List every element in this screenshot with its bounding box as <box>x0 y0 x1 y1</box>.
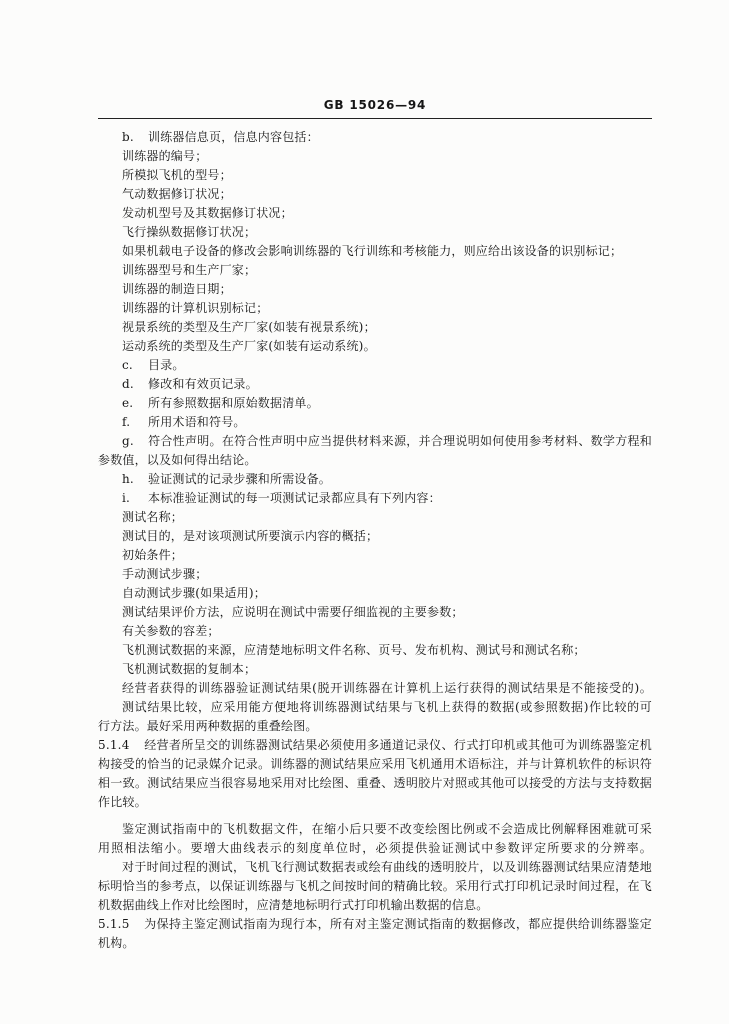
clause-5-1-4-first-line <box>98 736 652 755</box>
test-comparison-line: 行方法。最好采用两种数据的重叠绘图。 <box>98 719 318 733</box>
test-record-entry: 初始条件； <box>122 548 184 562</box>
item-g-continuation: 参数值，以及如何得出结论。 <box>98 453 257 467</box>
info-page-entry: 训练器的制造日期； <box>122 282 232 296</box>
item-d <box>98 375 652 394</box>
clause-text: 经营者所呈交的训练器测试结果必须使用多通道记录仪、行式打印机或其他可为训练器鉴定机 <box>144 738 652 752</box>
item-e <box>98 394 652 413</box>
test-record-entry: 飞机测试数据的来源，应清楚地标明文件名称、页号、发布机构、测试号和测试名称； <box>122 643 586 657</box>
info-page-entry: 所模拟飞机的型号； <box>122 168 232 182</box>
item-text: 所用术语和符号。 <box>148 415 246 429</box>
item-marker: e. <box>122 396 134 410</box>
item-text: 所有参照数据和原始数据清单。 <box>148 396 319 410</box>
item-marker: c. <box>122 358 133 372</box>
test-record-entry: 测试名称； <box>122 510 184 524</box>
info-page-entry: 训练器型号和生产厂家； <box>122 263 257 277</box>
test-record-entry: 有关参数的容差； <box>122 624 220 638</box>
item-b-heading <box>98 128 652 147</box>
document-body <box>98 128 652 953</box>
info-page-entry: 视景系统的类型及生产厂家(如装有视景系统)； <box>122 320 376 334</box>
item-marker: b. <box>122 130 134 144</box>
info-page-entry: 发动机型号及其数据修订状况； <box>122 206 293 220</box>
test-record-entry: 经营者获得的训练器验证测试结果(脱开训练器在计算机上运行获得的测试结果是不能接受的)。 <box>122 681 652 695</box>
clause-5-1-4-paragraph-2-line: 鉴定测试指南中的飞机数据文件，在缩小后只要不改变绘图比例或不会造成比例解释困难就可采 <box>122 822 652 836</box>
test-record-entry: 测试结果评价方法，应说明在测试中需要仔细监视的主要参数； <box>122 605 464 619</box>
test-record-entry: 飞机测试数据的复制本； <box>122 662 257 676</box>
item-marker: d. <box>122 377 134 391</box>
clause-5-1-4-line: 构接受的恰当的记录媒介记录。训练器的测试结果应采用飞机通用术语标注，并与计算机软件的标识符 <box>98 757 652 771</box>
info-page-entry: 如果机载电子设备的修改会影响训练器的飞行训练和考核能力，则应给出该设备的识别标记； <box>122 244 623 258</box>
info-page-entry: 训练器的编号； <box>122 149 208 163</box>
item-marker: g. <box>122 434 134 448</box>
item-marker: i. <box>122 491 131 505</box>
item-text: 目录。 <box>148 358 185 372</box>
info-page-entry: 气动数据修订状况； <box>122 187 232 201</box>
clause-number: 5.1.4 <box>98 738 130 752</box>
clause-5-1-4-paragraph-3-line: 对于时间过程的测试，飞机飞行测试数据表或绘有曲线的透明胶片，以及训练器测试结果应清楚地 <box>122 860 652 874</box>
item-marker: h. <box>122 472 134 486</box>
item-f <box>98 413 652 432</box>
test-comparison-line: 测试结果比较，应采用能方便地将训练器测试结果与飞机上获得的数据(或参照数据)作比较的可 <box>122 700 652 714</box>
clause-5-1-5-line: 机构。 <box>98 936 135 950</box>
item-text: 符合性声明。在符合性声明中应当提供材料来源，并合理说明如何使用参考材料、数学方程和 <box>148 434 652 448</box>
test-record-entry: 手动测试步骤； <box>122 567 208 581</box>
header-rule <box>98 118 652 119</box>
item-marker: f. <box>122 415 131 429</box>
clause-5-1-4-line: 相一致。测试结果应当很容易地采用对比绘图、重叠、透明胶片对照或其他可以接受的方法与支持数据 <box>98 776 652 790</box>
item-text: 本标准验证测试的每一项测试记录都应具有下列内容： <box>148 491 441 505</box>
clause-5-1-4-line: 作比较。 <box>98 795 147 809</box>
test-record-entry: 测试目的，是对该项测试所要演示内容的概括； <box>122 529 379 543</box>
clause-5-1-4-paragraph-3-line: 机数据曲线上作对比绘图时，应清楚地标明行式打印机输出数据的信息。 <box>98 898 489 912</box>
item-h <box>98 470 652 489</box>
item-c <box>98 356 652 375</box>
item-text: 修改和有效页记录。 <box>148 377 258 391</box>
clause-number: 5.1.5 <box>98 917 130 931</box>
item-text: 训练器信息页，信息内容包括： <box>148 130 319 144</box>
info-page-entry: 运动系统的类型及生产厂家(如装有运动系统)。 <box>122 339 376 353</box>
standard-code-header: GB 15026—94 <box>323 98 427 112</box>
item-i-heading <box>98 489 652 508</box>
clause-5-1-4-paragraph-2-line: 用照相法缩小。要增大曲线表示的刻度单位时，必须提供验证测试中参数评定所要求的分辨率。 <box>98 841 652 855</box>
clause-5-1-5-first-line <box>98 915 652 934</box>
test-record-entry: 自动测试步骤(如果适用)； <box>122 586 266 600</box>
item-text: 验证测试的记录步骤和所需设备。 <box>148 472 332 486</box>
info-page-entry: 训练器的计算机识别标记； <box>122 301 269 315</box>
item-g <box>98 432 652 451</box>
clause-text: 为保持主鉴定测试指南为现行本，所有对主鉴定测试指南的数据修改，都应提供给训练器鉴定 <box>144 917 652 931</box>
info-page-entry: 飞行操纵数据修订状况； <box>122 225 257 239</box>
clause-5-1-4-paragraph-3-line: 标明恰当的参考点，以保证训练器与飞机之间按时间的精确比较。采用行式打印机记录时间过程，在飞 <box>98 879 652 893</box>
